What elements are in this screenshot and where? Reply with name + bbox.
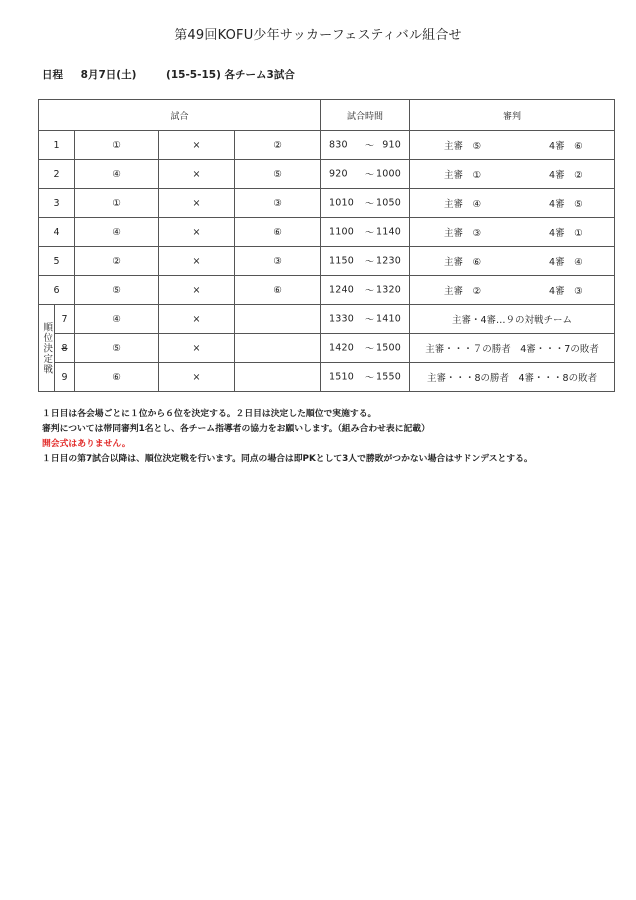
main-referee: 主審 ④ — [444, 199, 482, 210]
versus-mark: × — [159, 160, 235, 189]
match-number: 8 — [55, 334, 75, 363]
fourth-referee: 4審 ② — [549, 170, 583, 181]
time-cell — [321, 334, 410, 363]
end-time: 1410 — [376, 313, 402, 325]
start-time: 1420 — [329, 342, 355, 354]
playoff-row — [39, 334, 615, 363]
time-separator: 〜 — [365, 199, 375, 210]
table-row — [39, 131, 615, 160]
referee-cell — [410, 131, 615, 160]
end-time: 1550 — [376, 371, 402, 383]
team-a: ② — [75, 247, 159, 276]
team-b-empty — [235, 334, 321, 363]
match-number: 6 — [39, 276, 75, 305]
referee-cell — [410, 247, 615, 276]
note-line-2: 審判については帯同審判1名とし、各チーム指導者の協力をお願いします。（組み合わせ表に記載） — [42, 424, 430, 434]
time-separator: 〜 — [365, 170, 375, 181]
match-number: 7 — [55, 305, 75, 334]
schedule-date: 8月7日(土) — [80, 69, 137, 81]
versus-mark: × — [159, 305, 235, 334]
start-time: 1150 — [329, 255, 355, 267]
time-separator: 〜 — [365, 315, 375, 326]
start-time: 1510 — [329, 371, 355, 383]
team-a: ① — [75, 131, 159, 160]
time-cell — [321, 160, 410, 189]
fourth-referee: 4審 ① — [549, 228, 583, 239]
team-b: ⑥ — [235, 218, 321, 247]
playoff-row — [39, 363, 615, 392]
header-match: 試合 — [39, 100, 321, 131]
playoff-label: 順位決定戦 — [39, 305, 55, 392]
time-cell — [321, 305, 410, 334]
header-time: 試合時間 — [321, 100, 410, 131]
match-number: 1 — [39, 131, 75, 160]
versus-mark: × — [159, 189, 235, 218]
table-row — [39, 218, 615, 247]
end-time: 1000 — [376, 168, 402, 180]
match-table — [38, 99, 615, 392]
time-separator: 〜 — [365, 141, 375, 152]
referee-cell: 主審・4審…９の対戦チーム — [410, 305, 615, 334]
team-a: ⑥ — [75, 363, 159, 392]
match-number: 2 — [39, 160, 75, 189]
start-time: 1330 — [329, 313, 355, 325]
versus-mark: × — [159, 363, 235, 392]
schedule-format: (15-5-15) 各チーム3試合 — [166, 69, 295, 81]
referee-cell — [410, 160, 615, 189]
end-time: 910 — [382, 139, 402, 151]
time-cell — [321, 218, 410, 247]
fourth-referee: 4審 ⑤ — [549, 199, 583, 210]
versus-mark: × — [159, 218, 235, 247]
time-cell — [321, 276, 410, 305]
versus-mark: × — [159, 334, 235, 363]
schedule-label: 日程 — [42, 69, 63, 81]
time-separator: 〜 — [365, 373, 375, 384]
versus-mark: × — [159, 131, 235, 160]
header-referee: 審判 — [410, 100, 615, 131]
table-row — [39, 276, 615, 305]
end-time: 1050 — [376, 197, 402, 209]
match-number: 4 — [39, 218, 75, 247]
time-separator: 〜 — [365, 228, 375, 239]
match-number: 9 — [55, 363, 75, 392]
referee-cell: 主審・・・７の勝者 4審・・・7の敗者 — [410, 334, 615, 363]
time-separator: 〜 — [365, 344, 375, 355]
referee-cell — [410, 276, 615, 305]
team-b: ⑥ — [235, 276, 321, 305]
team-a: ④ — [75, 218, 159, 247]
table-row — [39, 160, 615, 189]
referee-cell — [410, 189, 615, 218]
time-separator: 〜 — [365, 257, 375, 268]
team-b: ② — [235, 131, 321, 160]
team-b-empty — [235, 363, 321, 392]
start-time: 920 — [329, 168, 348, 180]
fourth-referee: 4審 ③ — [549, 286, 583, 297]
time-cell — [321, 131, 410, 160]
referee-cell — [410, 218, 615, 247]
match-number: 5 — [39, 247, 75, 276]
time-cell — [321, 363, 410, 392]
start-time: 1010 — [329, 197, 355, 209]
schedule-line — [42, 67, 295, 82]
main-referee: 主審 ② — [444, 286, 482, 297]
team-a: ① — [75, 189, 159, 218]
team-b-empty — [235, 305, 321, 334]
team-b: ③ — [235, 247, 321, 276]
playoff-row — [39, 305, 615, 334]
team-b: ⑤ — [235, 160, 321, 189]
main-referee: 主審 ⑥ — [444, 257, 482, 268]
start-time: 1100 — [329, 226, 355, 238]
team-b: ③ — [235, 189, 321, 218]
match-number: 3 — [39, 189, 75, 218]
main-referee: 主審 ⑤ — [444, 141, 482, 152]
time-cell — [321, 247, 410, 276]
versus-mark: × — [159, 247, 235, 276]
referee-cell: 主審・・・8の勝者 4審・・・8の敗者 — [410, 363, 615, 392]
fourth-referee: 4審 ⑥ — [549, 141, 583, 152]
notes — [42, 407, 533, 467]
note-line-4: １日目の第7試合以降は、順位決定戦を行います。同点の場合は即PKとして3人で勝敗がつかない場合はサドンデスとする。 — [42, 454, 533, 464]
time-cell — [321, 189, 410, 218]
end-time: 1500 — [376, 342, 402, 354]
time-separator: 〜 — [365, 286, 375, 297]
note-line-1: １日目は各会場ごとに１位から６位を決定する。２日目は決定した順位で実施する。 — [42, 409, 377, 419]
main-referee: 主審 ① — [444, 170, 482, 181]
team-a: ⑤ — [75, 334, 159, 363]
note-line-3: 開会式はありません。 — [42, 439, 131, 449]
fourth-referee: 4審 ④ — [549, 257, 583, 268]
team-a: ⑤ — [75, 276, 159, 305]
main-referee: 主審 ③ — [444, 228, 482, 239]
team-a: ④ — [75, 160, 159, 189]
versus-mark: × — [159, 276, 235, 305]
end-time: 1320 — [376, 284, 402, 296]
table-header-row — [39, 100, 615, 131]
start-time: 1240 — [329, 284, 355, 296]
table-row — [39, 189, 615, 218]
end-time: 1140 — [376, 226, 402, 238]
team-a: ④ — [75, 305, 159, 334]
page-title: 第49回KOFU少年サッカーフェスティバル組合せ — [174, 28, 462, 43]
start-time: 830 — [329, 139, 348, 151]
table-row — [39, 247, 615, 276]
end-time: 1230 — [376, 255, 402, 267]
